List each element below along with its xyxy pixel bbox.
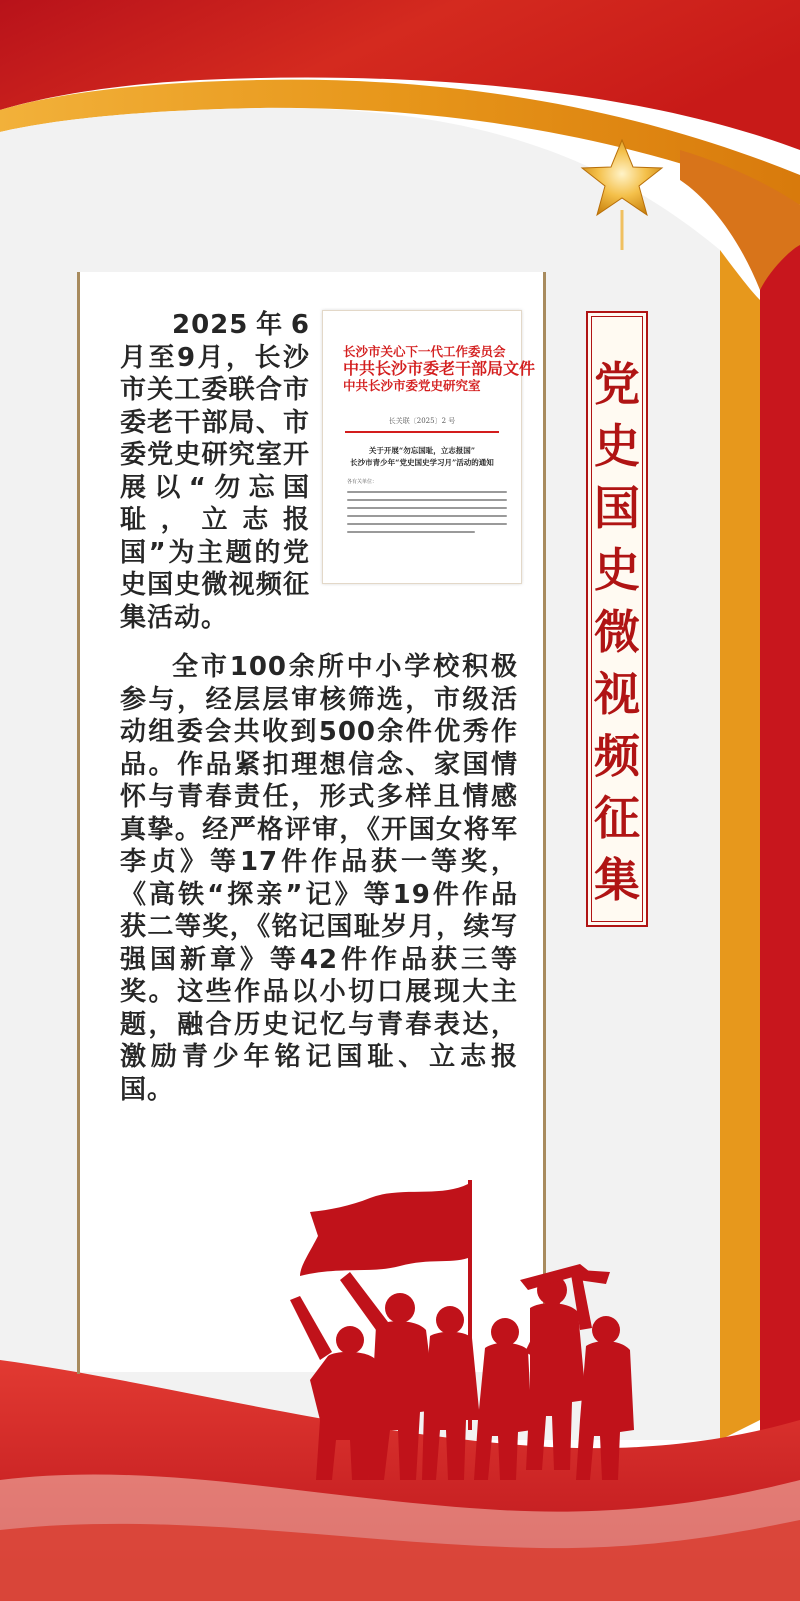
text-line [347, 491, 507, 493]
document-title [333, 445, 511, 469]
text-line [347, 515, 507, 517]
document-thumbnail [322, 310, 536, 584]
document-greeting: 各有关单位： [347, 479, 378, 485]
text-line [347, 499, 507, 501]
document-title-line-1: 关于开展“勿忘国耻，立志报国” [368, 446, 476, 455]
document-red-line [345, 431, 499, 433]
page-title: 党史国史微视频征集 [594, 357, 640, 907]
right-gold-rule [543, 272, 546, 1322]
paragraph-results: 全市100余所中小学校积极参与，经层层审核筛选，市级活动组委会共收到500余件优秀作品。作品紧扣理想信念、家国情怀与青春责任，形式多样且情感真挚。经严格评审，《开国女将军李贞》等17件作品获一等奖，《高铁“探亲”记》等19件作品获二等奖，《铭记国耻岁月，续写强国新章》等42件作品获三等奖。这些作品以小切口展现大主题，融合历史记忆与青春表达，激励青少年铭记国耻、立志报国。 [120, 652, 518, 1105]
issuer-line-2: 中共长沙市委老干部局文件 [343, 359, 536, 378]
issuer-line-1: 长沙市关心下一代工作委员会 [343, 344, 506, 359]
text-line [347, 507, 507, 509]
document-number: 长关联〔2025〕2 号 [388, 417, 456, 425]
document-title-line-2: 长沙市青少年“党史国史学习月”活动的通知 [350, 458, 494, 467]
marching-people-silhouette [280, 1180, 660, 1500]
issuer-line-3: 中共长沙市委党史研究室 [343, 378, 481, 393]
paragraph-intro: 2025年6月至9月，长沙市关工委联合市委老干部局、市委党史研究室开展以“勿忘国耻，立志报国”为主题的党史国史微视频征集活动。 [120, 310, 310, 633]
document-body [347, 477, 507, 539]
document-header [343, 343, 535, 394]
left-gold-rule [77, 272, 80, 1374]
title-frame [586, 311, 648, 927]
text-line [347, 523, 507, 525]
text-line [347, 531, 475, 533]
